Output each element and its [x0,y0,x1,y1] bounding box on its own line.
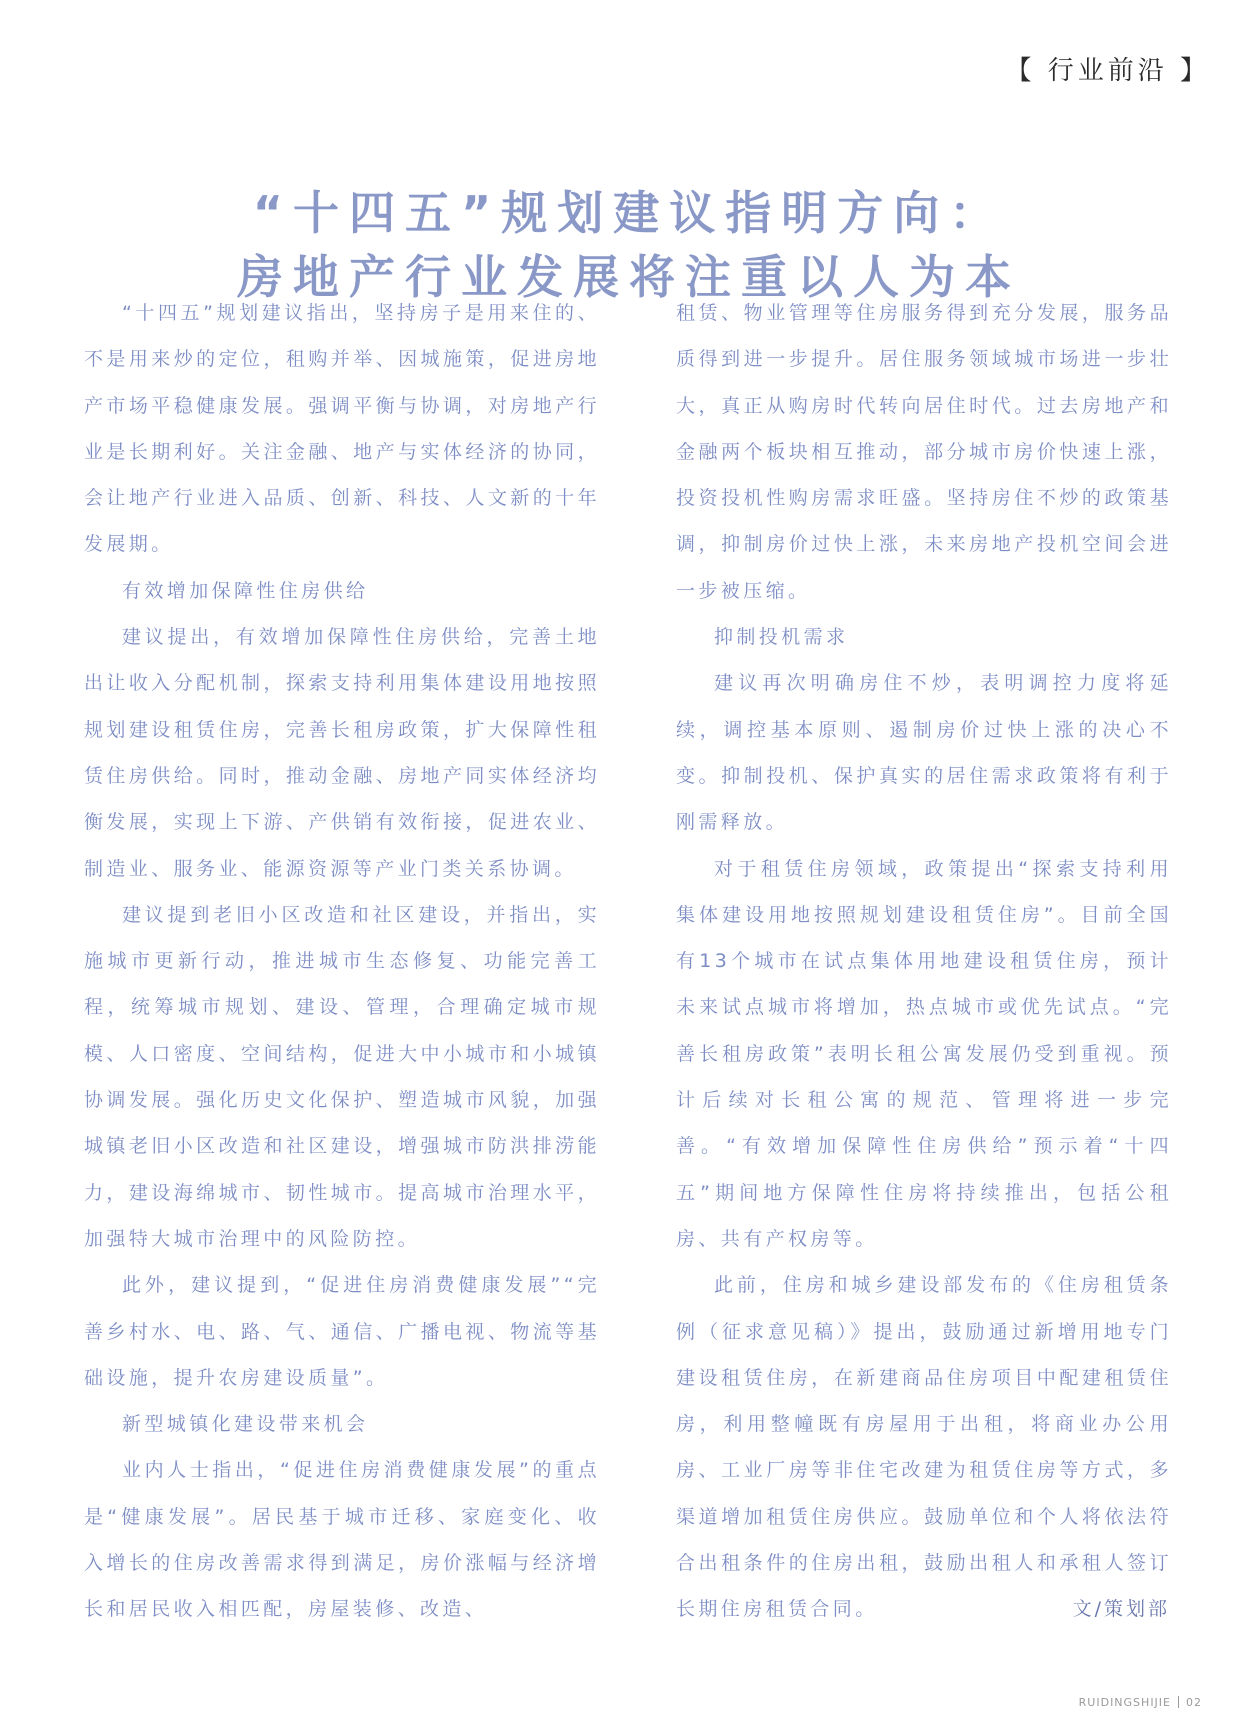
left-column [84,290,600,1633]
subheading: 新型城镇化建设带来机会 [122,1413,369,1436]
paragraph: 租赁、物业管理等住房服务得到充分发展，服务品质得到进一步提升。居住服务领域城市场进一步壮大，真正从购房时代转向居住时代。过去房地产和金融两个板块相互推动，部分城市房价快速上涨，投资投机性购房需求旺盛。坚持房住不炒的政策基调，抑制房价过快上涨，未来房地产投机空间会进一步被压缩。 [676,302,1172,602]
page-number: 02 [1186,1696,1202,1709]
paragraph: 建议提出，有效增加保障性住房供给，完善土地出让收入分配机制，探索支持利用集体建设用地按照规划建设租赁住房，完善长租房政策，扩大保障性租赁住房供给。同时，推动金融、房地产同实体经济均衡发展，实现上下游、产供销有效衔接，促进农业、制造业、服务业、能源资源等产业门类关系协调。 [84,626,600,880]
footer-divider [1178,1696,1179,1708]
paragraph: 对于租赁住房领域，政策提出“探索支持利用集体建设用地按照规划建设租赁住房”。目前全国有13个城市在试点集体用地建设租赁住房，预计未来试点城市将增加，热点城市或优先试点。“完善长租房政策”表明长租公寓发展仍受到重视。预计后续对长租公寓的规范、管理将进一步完善。“有效增加保障性住房供给”预示着“十四五”期间地方保障性住房将持续推出，包括公租房、共有产权房等。 [676,857,1172,1250]
page-footer [1079,1696,1202,1709]
subheading: 有效增加保障性住房供给 [122,579,369,602]
right-column [676,290,1172,1633]
paragraph: 建议再次明确房住不炒，表明调控力度将延续，调控基本原则、遏制房价过快上涨的决心不变。抑制投机、保护真实的居住需求政策将有利于刚需释放。 [676,672,1172,834]
subheading: 抑制投机需求 [714,626,849,649]
section-tag: 【 行业前沿 】 [1005,56,1210,86]
paragraph: “十四五”规划建议指出，坚持房子是用来住的、不是用来炒的定位，租购并举、因城施策，促进房地产市场平稳健康发展。强调平衡与协调，对房地产行业是长期利好。关注金融、地产与实体经济的协同，会让地产行业进入品质、创新、科技、人文新的十年发展期。 [84,302,600,556]
paragraph: 业内人士指出，“促进住房消费健康发展”的重点是“健康发展”。居民基于城市迁移、家庭变化、收入增长的住房改善需求得到满足，房价涨幅与经济增长和居民收入相匹配，房屋装修、改造、 [84,1459,600,1621]
paragraph: 此外，建议提到，“促进住房消费健康发展”“完善乡村水、电、路、气、通信、广播电视、物流等基础设施，提升农房建设质量”。 [84,1274,600,1389]
footer-brand: RUIDINGSHIJIE [1078,1696,1171,1709]
paragraph: 建议提到老旧小区改造和社区建设，并指出，实施城市更新行动，推进城市生态修复、功能完善工程，统筹城市规划、建设、管理，合理确定城市规模、人口密度、空间结构，促进大中小城市和小城镇协调发展。强化历史文化保护、塑造城市风貌，加强城镇老旧小区改造和社区建设，增强城市防洪排涝能力，建设海绵城市、韧性城市。提高城市治理水平，加强特大城市治理中的风险防控。 [84,903,600,1250]
title-line-1: “十四五”规划建议指明方向： [252,185,1006,240]
paragraph: 此前，住房和城乡建设部发布的《住房租赁条例（征求意见稿）》提出，鼓励通过新增用地专门建设租赁住房，在新建商品住房项目中配建租赁住房，利用整幢既有房屋用于出租，将商业办公用房、工业厂房等非住宅改建为租赁住房等方式，多渠道增加租赁住房供应。鼓励单位和个人将依法符合出租条件的住房出租，鼓励出租人和承租人签订长期住房租赁合同。 [676,1274,1172,1621]
author-credit: 文/策划部 [1072,1598,1170,1620]
title-line-2: 房地产行业发展将注重以人为本 [237,249,1021,304]
